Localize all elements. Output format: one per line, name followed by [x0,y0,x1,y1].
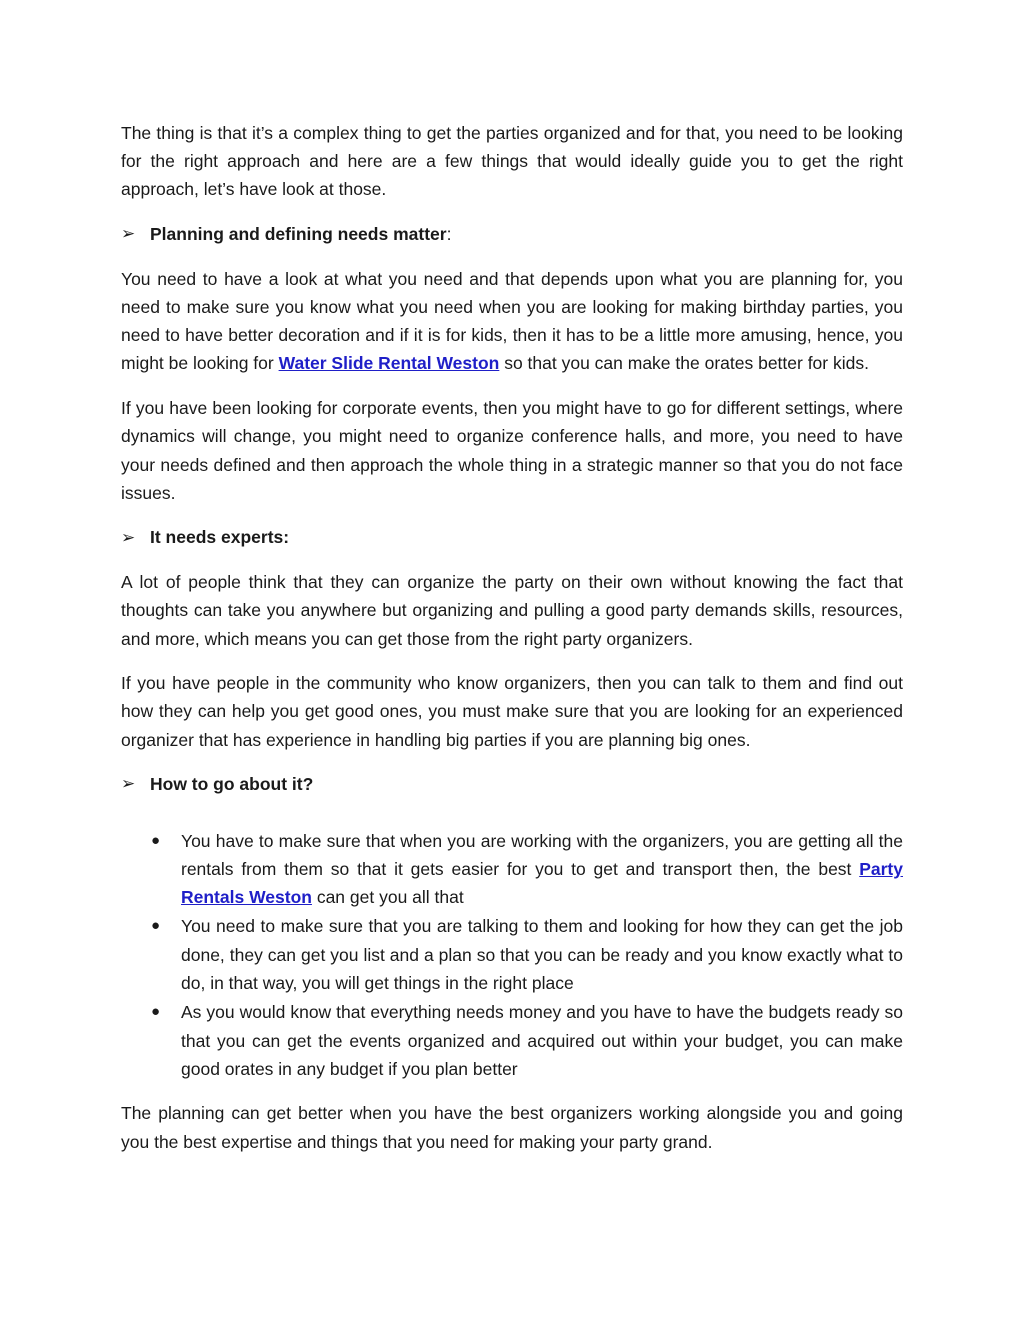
arrowhead-bullet-icon: ➢ [121,774,136,794]
section-heading-planning [121,220,903,248]
list-item [121,827,903,912]
party-rentals-link[interactable]: Party Rentals Weston [181,858,903,907]
experts-paragraph-2: If you have people in the community who know organizers, then you can talk to them and find out how they can help you get good ones, you must make sure that you are looking for an experienced organizer that has experience in handling big parties if you are planning big ones. [121,673,903,750]
document-body [121,119,903,1172]
closing-paragraph: The planning can get better when you have the best organizers working alongside you and going you the best expertise and things that you need for making your party grand. [121,1103,903,1152]
list-item [121,912,903,997]
heading-text: It needs experts: [150,527,290,548]
text-run: can get you all that [311,886,464,907]
bullet-dot-icon: ● [151,1003,161,1021]
bullet-dot-icon: ● [151,917,161,935]
experts-paragraph-1: A lot of people think that they can organize the party on their own without knowing the fact that thoughts can take you anywhere but organizing and pulling a good party demands skills, resources, and more, which means you can get those from the right party organizers. [121,572,903,649]
section-heading-experts [121,523,903,551]
text-run: As you would know that everything needs money and you have to have the budgets ready so that you can get the events organized and acquired out within your budget, you can make good orates in any budget if you plan better [181,1002,903,1079]
arrowhead-bullet-icon: ➢ [121,527,136,547]
heading-text: How to go about it? [150,774,314,795]
heading-text: Planning and defining needs matter [150,224,447,245]
intro-paragraph: The thing is that it’s a complex thing to get the parties organized and for that, you need to be looking for the right approach and here are a few things that would ideally guide you to get the right approach, let’s have look at those. [121,123,903,200]
text-run: You have to make sure that when you are working with the organizers, you are getting all the rentals from them so that it gets easier for you to get and transport then, the best [181,830,903,879]
water-slide-rental-link[interactable]: Water Slide Rental Weston [278,353,500,374]
text-run: You need to make sure that you are talking to them and looking for how they can get the job done, they can get you list and a plan so that you can be ready and you know exactly what to do, in that way, you will get things in the right place [181,916,903,993]
text-run: so that you can make the orates better for kids. [499,353,869,374]
text-run: You need to have a look at what you need and that depends upon what you are planning for, you need to make sure you know what you need when you are looking for making birthday parties, you need to have better decoration and if it is for kids, then it has to be a little more amusing, hence, you might be looking for [121,268,903,374]
arrowhead-bullet-icon: ➢ [121,224,136,244]
heading-colon: : [446,224,452,245]
planning-paragraph-1 [121,265,903,378]
list-item [121,998,903,1083]
planning-paragraph-2: If you have been looking for corporate events, then you might have to go for different settings, where dynamics will change, you might need to organize conference halls, and more, you need to have your needs defined and then approach the whole thing in a strategic manner so that you do not face issues. [121,398,903,503]
section-heading-how-to [121,770,903,798]
bullet-list [121,827,903,1083]
bullet-dot-icon: ● [151,831,161,849]
